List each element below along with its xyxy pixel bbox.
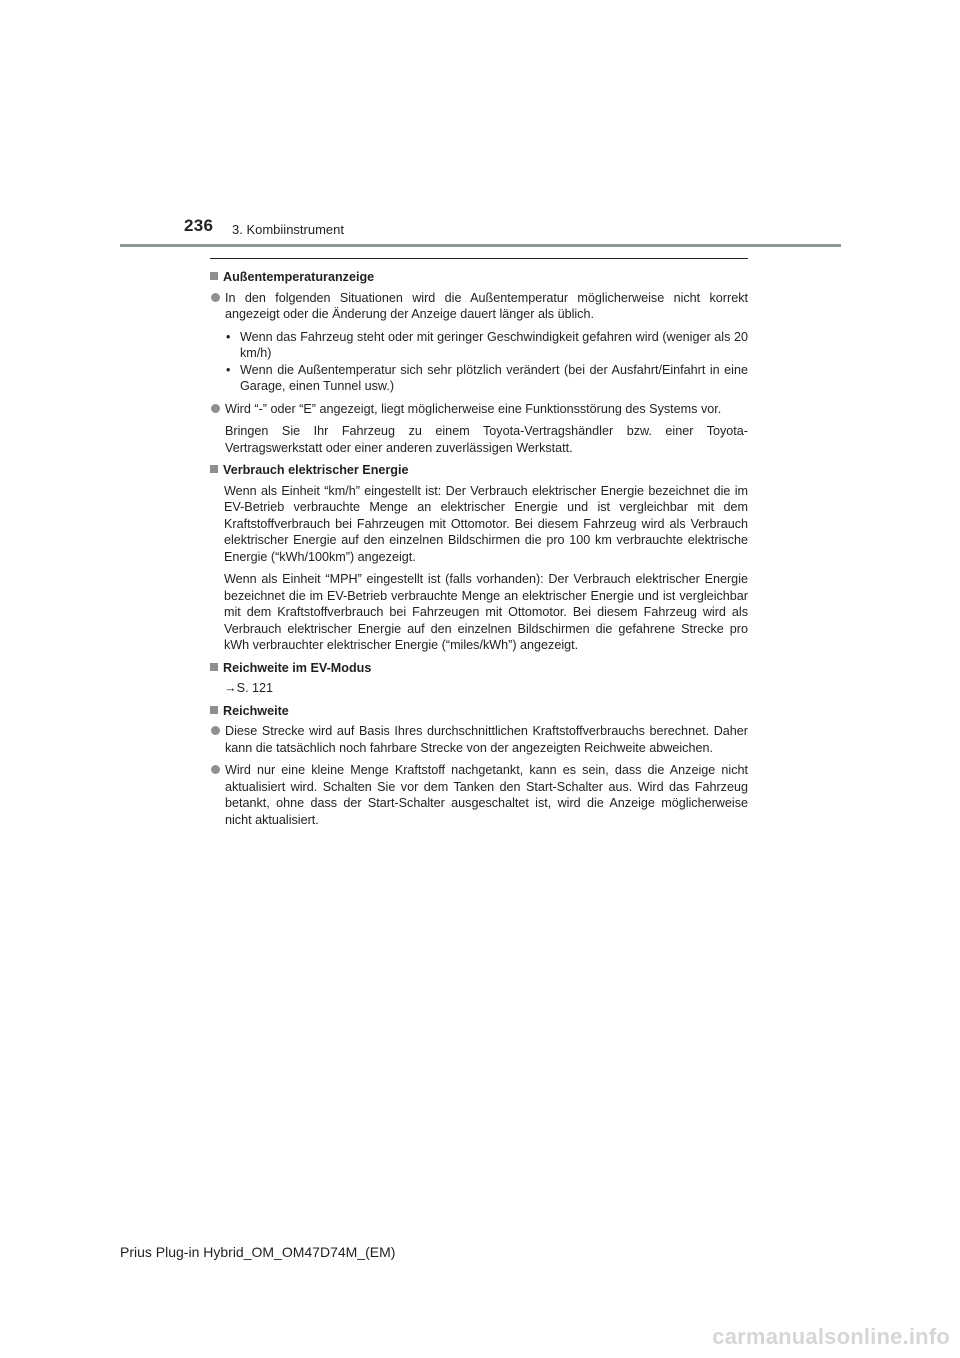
bullet-text: Wird “-” oder “E” angezeigt, liegt möglicherweise eine Funktionsstörung des Systems vor. [225, 401, 722, 416]
bullet-item [210, 401, 748, 457]
section-heading [210, 660, 748, 677]
chapter-title: 3. Kombiinstrument [232, 222, 344, 237]
section-title: Verbrauch elektrischer Energie [223, 463, 409, 477]
sub-list-item [225, 329, 748, 362]
footer-document-id: Prius Plug-in Hybrid_OM_OM47D74M_(EM) [120, 1244, 396, 1260]
bullet-body [225, 762, 748, 828]
page-content [210, 258, 748, 834]
bullet-item [210, 762, 748, 828]
bullet-text: Wird nur eine kleine Menge Kraftstoff nachgetankt, kann es sein, dass die Anzeige nicht aktualisiert wird. Schalten Sie vor dem Tanken den Start-Schalter aus. Wird das Fahrzeug betankt, ohne dass der Start-Schalter ausgeschaltet ist, wird die Anzeige möglicherweise nicht aktualisiert. [225, 763, 748, 827]
circle-bullet-icon [211, 404, 220, 413]
bullet-paragraph: Bringen Sie Ihr Fahrzeug zu einem Toyota-Vertragshändler bzw. einer Toyota-Vertragswerkstatt oder einer anderen zuverlässigen Werkstatt. [225, 424, 748, 455]
page-reference: →S. 121 [224, 681, 274, 695]
bullet-text: In den folgenden Situationen wird die Außentemperatur möglicherweise nicht korrekt angezeigt oder die Änderung der Anzeige dauert länger als üblich. [225, 290, 748, 321]
section-title: Reichweite [223, 703, 289, 718]
section-outside-temperature [210, 269, 748, 456]
dot-marker: • [226, 362, 231, 377]
circle-bullet-icon [211, 726, 220, 735]
bullet-body [225, 290, 748, 395]
square-bullet-icon [210, 272, 218, 280]
bullet-item [210, 723, 748, 756]
section-ev-range [210, 660, 748, 697]
circle-bullet-icon [211, 765, 220, 774]
header-rule [120, 244, 841, 247]
square-bullet-icon [210, 465, 218, 473]
section-heading [210, 269, 748, 286]
section-title: Außentemperaturanzeige [223, 270, 375, 284]
section-heading [210, 462, 748, 479]
section-energy-consumption [210, 462, 748, 654]
section-range [210, 703, 748, 829]
sub-item-text: Wenn die Außentemperatur sich sehr plötzlich verändert (bei der Ausfahrt/Einfahrt in eine Garage, einen Tunnel usw.) [240, 362, 748, 393]
paragraph: Wenn als Einheit “MPH” eingestellt ist (falls vorhanden): Der Verbrauch elektrischer Energie bezeichnet die im EV-Betrieb verbrauchte Menge an elektrischer Energie und ist vergleichbar mit dem Kraftstoffverbrauch bei Fahrzeugen mit Ottomotor. Bei diesem Fahrzeug wird als Verbrauch elektrischer Energie auf den einzelnen Bildschirmen die gefahrene Strecke pro kWh verbrauchter elektrischer Energie (“miles/kWh”) angezeigt. [224, 572, 748, 652]
sub-list-item [225, 362, 748, 395]
bullet-item [210, 290, 748, 395]
bullet-text: Diese Strecke wird auf Basis Ihres durchschnittlichen Kraftstoffverbrauchs berechnet. Daher kann die tatsächlich noch fahrbare Strecke von der angezeigten Reichweite abweichen. [225, 724, 748, 755]
dot-marker: • [226, 329, 231, 344]
square-bullet-icon [210, 706, 218, 714]
bullet-body [225, 401, 748, 457]
circle-bullet-icon [211, 293, 220, 302]
paragraph: Wenn als Einheit “km/h” eingestellt ist: Der Verbrauch elektrischer Energie bezeichnet die im EV-Betrieb verbrauchte Menge an elektrischer Energie und ist vergleichbar mit dem Kraftstoffverbrauch bei Fahrzeugen mit Ottomotor. Bei diesem Fahrzeug wird als Verbrauch elektrischer Energie auf den einzelnen Bildschirmen die pro 100 km verbrauchte elektrische Energie (“kWh/100km”) angezeigt. [224, 483, 748, 564]
bullet-body [225, 723, 748, 756]
square-bullet-icon [210, 663, 218, 671]
sub-item-text: Wenn das Fahrzeug steht oder mit geringer Geschwindigkeit gefahren wird (weniger als 20 km/h) [240, 329, 748, 360]
watermark: carmanualsonline.info [712, 1324, 950, 1349]
section-title: Reichweite im EV-Modus [223, 660, 372, 675]
page-number: 236 [184, 216, 214, 235]
section-heading [210, 703, 748, 720]
sub-list [225, 329, 748, 395]
